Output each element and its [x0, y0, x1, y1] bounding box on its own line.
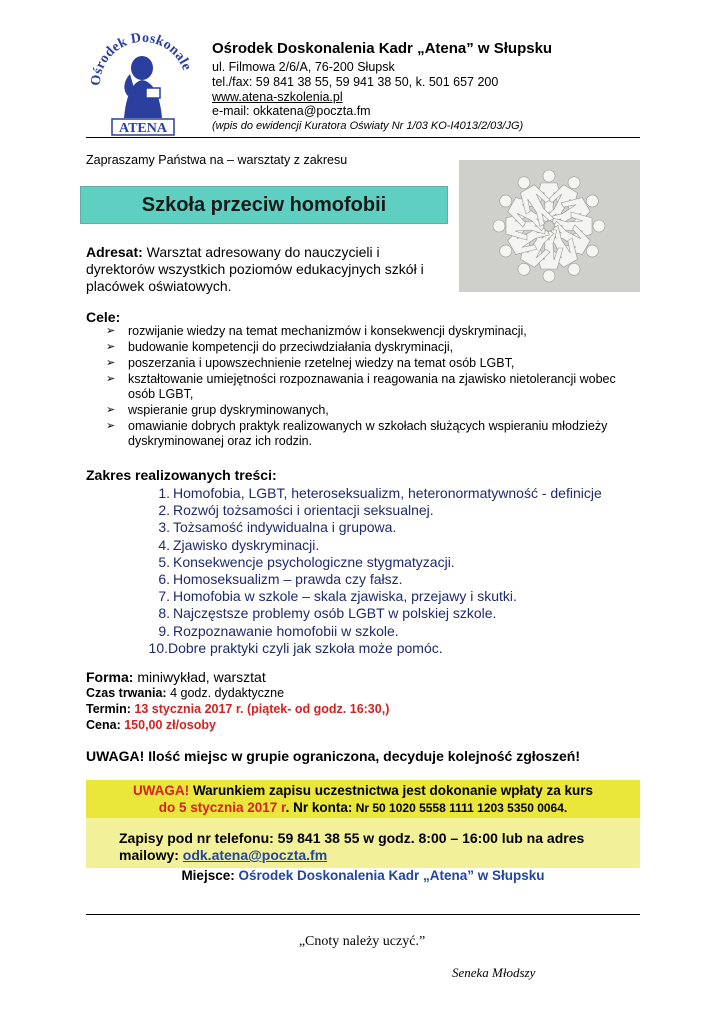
list-item: 9. Rozpoznawanie homofobii w szkole.: [158, 622, 399, 639]
termin-value: 13 stycznia 2017 r. (piątek- od godz. 16:30,): [130, 702, 390, 716]
czas-line: [86, 686, 284, 700]
miejsce-label: Miejsce:: [181, 868, 235, 883]
list-item: ➢ omawianie dobrych praktyk realizowanych w szkołach służących wspieraniu młodzieży dyskryminowanej oraz ich rodzin.: [106, 419, 608, 448]
termin-label: Termin:: [86, 702, 131, 716]
zapisy-email-link[interactable]: odk.atena@poczta.fm: [182, 847, 328, 863]
cena-value: 150,00 zł/osoby: [120, 718, 216, 732]
forma-line: [86, 669, 266, 685]
list-item: ➢ kształtowanie umiejętności rozpoznawania i reagowania na zjawisko nietolerancji wobec osób LGBT,: [106, 372, 616, 401]
zapisy-line1: Zapisy pod nr telefonu: 59 841 38 55 w godz. 8:00 – 16:00 lub na adres: [119, 830, 585, 846]
org-address: ul. Filmowa 2/6/A, 76-200 Słupsk: [212, 60, 395, 74]
adresat-text: Warsztat adresowany do nauczycieli i dyrektorów wszystkich poziomów edukacyjnych szkół i placówek oświatowych.: [86, 244, 424, 294]
arrow-bullet-icon: ➢: [106, 373, 116, 385]
payment-konto-label: Nr konta:: [289, 800, 353, 815]
miejsce-line: [86, 868, 640, 883]
list-item: ➢ rozwijanie wiedzy na temat mechanizmów i konsekwencji dyskryminacji,: [106, 324, 527, 338]
list-item: 10.Dobre praktyki czyli jak szkoła może pomóc.: [148, 639, 443, 656]
cena-line: [86, 718, 216, 732]
payment-box: UWAGA! Warunkiem zapisu uczestnictwa jest dokonanie wpłaty za kurs do 5 stycznia 2017 r. Nr konta: Nr 50 1020 5558 1111 1203 5350 0064.: [86, 780, 640, 818]
czas-label: Czas trwania:: [86, 686, 167, 700]
arrow-bullet-icon: ➢: [106, 357, 116, 369]
arrow-bullet-icon: ➢: [106, 341, 116, 353]
cena-label: Cena:: [86, 718, 121, 732]
atena-logo: [84, 24, 202, 142]
header-divider: [86, 137, 640, 138]
org-registry: (wpis do ewidencji Kuratora Oświaty Nr 1/03 KO-I4013/2/03/JG): [212, 120, 524, 133]
miejsce-value: Ośrodek Doskonalenia Kadr „Atena” w Słupsku: [234, 868, 545, 883]
termin-line: [86, 702, 389, 716]
adresat-paragraph: [86, 244, 446, 294]
logo-arc-text: Ośrodek Doskonale: [88, 30, 195, 87]
quote-text: „Cnoty należy uczyć.”: [298, 934, 426, 949]
arrow-bullet-icon: ➢: [106, 420, 116, 432]
capacity-warning: UWAGA! Ilość miejsc w grupie ograniczona, decyduje kolejność zgłoszeń!: [86, 748, 580, 764]
org-website-link[interactable]: www.atena-szkolenia.pl: [212, 89, 343, 104]
list-item: ➢ budowanie kompetencji do przeciwdziałania dyskryminacji,: [106, 340, 454, 354]
zapisy-box: [86, 818, 640, 868]
page-title: Szkoła przeciw homofobii: [141, 193, 387, 216]
org-name: Ośrodek Doskonalenia Kadr „Atena” w Słupsku: [212, 40, 553, 57]
list-item: 7. Homofobia w szkole – skala zjawiska, przejawy i skutki.: [158, 588, 517, 605]
invite-text: Zapraszamy Państwa na – warsztaty z zakresu: [86, 153, 348, 167]
org-email: e-mail: okkatena@poczta.fm: [212, 104, 371, 119]
adresat-label: Adresat:: [86, 244, 143, 260]
org-header: [212, 40, 552, 134]
list-item: ➢ poszerzania i upowszechnienie rzetelnej wiedzy na temat osób LGBT,: [106, 356, 515, 370]
list-item: 3. Tożsamość indywidualna i grupowa.: [158, 519, 397, 536]
list-item: 6. Homoseksualizm – prawda czy fałsz.: [158, 571, 403, 588]
payment-konto-nr: Nr 50 1020 5558 1111 1203 5350 0064.: [352, 801, 568, 815]
forma-label: Forma:: [86, 669, 134, 685]
list-item: 4. Zjawisko dyskryminacji.: [158, 536, 320, 553]
arrow-bullet-icon: ➢: [106, 404, 116, 416]
zapisy-mail-label: mailowy:: [119, 847, 183, 863]
title-box: [80, 186, 448, 224]
zakres-heading: Zakres realizowanych treści:: [86, 467, 277, 483]
logo-atena-text: ATENA: [119, 121, 167, 136]
payment-uwaga: UWAGA!: [132, 783, 190, 798]
list-item: 5. Konsekwencje psychologiczne stygmatyzacji.: [158, 553, 455, 570]
list-item: ➢ wspieranie grup dyskryminowanych,: [106, 403, 329, 417]
org-phone: tel./fax: 59 841 38 55, 59 941 38 50, k. 501 657 200: [212, 74, 499, 89]
czas-value: 4 godz. dydaktyczne: [166, 686, 285, 700]
payment-line1: Warunkiem zapisu uczestnictwa jest dokonanie wpłaty za kurs: [189, 783, 594, 798]
list-item: 1. Homofobia, LGBT, heteroseksualizm, heteronormatywność - definicje: [158, 485, 602, 501]
footer-divider: [86, 914, 640, 915]
cele-list: [100, 324, 620, 450]
quote-author: Seneka Młodszy: [452, 965, 536, 980]
forma-value: miniwykład, warsztat: [133, 669, 266, 685]
arrow-bullet-icon: ➢: [106, 325, 116, 337]
cele-heading: Cele:: [86, 309, 121, 325]
zakres-list: [148, 485, 602, 657]
paper-people-photo: [459, 160, 640, 292]
list-item: 2. Rozwój tożsamości i orientacji seksualnej.: [158, 502, 434, 519]
list-item: 8. Najczęstsze problemy osób LGBT w polskiej szkole.: [158, 605, 497, 622]
payment-deadline: do 5 stycznia 2017 r: [158, 800, 286, 815]
